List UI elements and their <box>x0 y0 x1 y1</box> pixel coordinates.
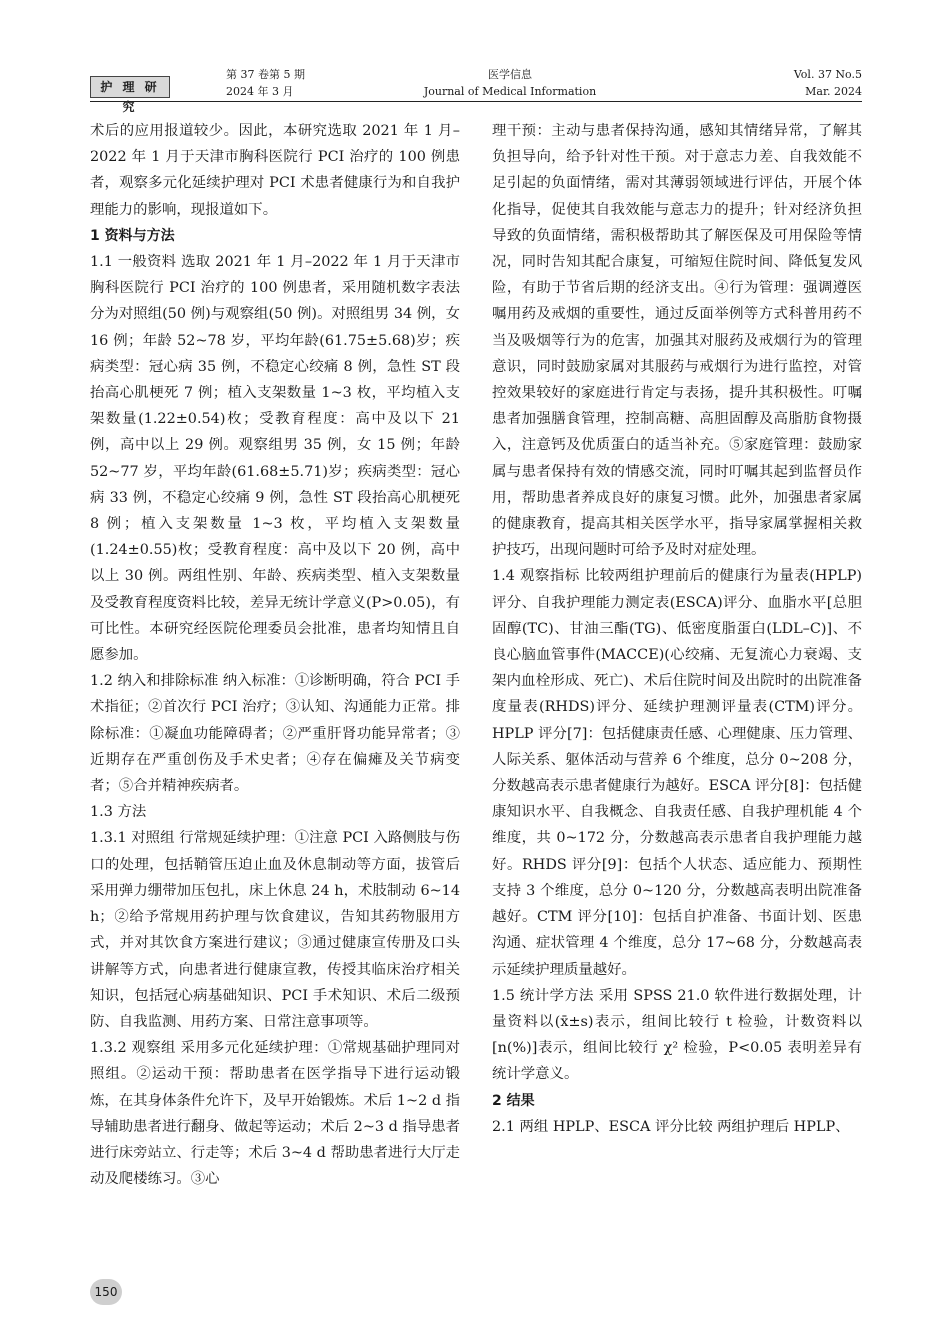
paragraph: 1.4 观察指标 比较两组护理前后的健康行为量表(HPLP)评分、自我护理能力测定表(ESCA)评分、血脂水平[总胆固醇(TC)、甘油三酯(TG)、低密度脂蛋白(LDL–C)]、不良心脑血管事件(MACCE)(心绞痛、无复流心力衰竭、支架内血栓形成、死亡)、术后住院时间及出院时的出院准备度量表(RHDS)评分、延续护理测评量表(CTM)评分。HPLP 评分[7]：包括健康责任感、心理健康、压力管理、人际关系、躯体活动与营养 6 个维度，总分 0~208 分，分数越高表示患者健康行为越好。ESCA 评分[8]：包括健康知识水平、自我概念、自我责任感、自我护理机能 4 个维度，共 0~172 分，分数越高表示患者自我护理能力越好。RHDS 评分[9]：包括个人状态、适应能力、预期性支持 3 个维度，总分 0~120 分，分数越高表明出院准备越好。CTM 评分[10]：包括自护准备、书面计划、医患沟通、症状管理 4 个维度，总分 17~68 分，分数越高表示延续护理质量越好。 <box>492 568 862 978</box>
left-column <box>90 118 460 1192</box>
paragraph: 1.5 统计学方法 采用 SPSS 21.0 软件进行数据处理，计量资料以(x̄±s)表示，组间比较行 t 检验，计数资料以[n(%)]表示，组间比较行 χ² 检验，P<0.05 表明差异有统计学意义。 <box>492 987 862 1083</box>
section-heading: 1 资料与方法 <box>90 227 175 244</box>
running-header <box>90 62 862 114</box>
journal-en: Journal of Medical Information <box>423 85 597 98</box>
paragraph: 2.1 两组 HPLP、ESCA 评分比较 两组护理后 HPLP、 <box>492 1118 850 1135</box>
subsection-heading: 1.3 方法 <box>90 804 147 821</box>
issue-info-en <box>794 66 862 100</box>
section-tag: 护 理 研 究 <box>90 76 170 98</box>
header-rule <box>90 101 862 102</box>
paragraph: 术后的应用报道较少。因此，本研究选取 2021 年 1 月–2022 年 1 月于天津市胸科医院行 PCI 治疗的 100 例患者，观察多元化延续护理对 PCI 术患者健康行为和自我护理能力的影响，现报道如下。 <box>90 123 460 218</box>
section-heading: 2 结果 <box>492 1092 535 1109</box>
journal-cn: 医学信息 <box>488 68 532 81</box>
paragraph: 1.3.2 观察组 采用多元化延续护理：①常规基础护理同对照组。②运动干预：帮助患者在医学指导下进行运动锻炼，在其身体条件允许下，及早开始锻炼。术后 1~2 d 指导辅助患者进行翻身、做起等运动；术后 2~3 d 指导患者进行床旁站立、行走等；术后 3~4 d 帮助患者进行大厅走动及爬楼练习。③心 <box>90 1040 460 1188</box>
paragraph: 理干预：主动与患者保持沟通，感知其情绪异常，了解其负担导向，给予针对性干预。对于意志力差、自我效能不足引起的负面情绪，需对其薄弱领域进行评估，开展个体化指导，促使其自我效能与意志力的提升；针对经济负担导致的负面情绪，需积极帮助其了解医保及可用保险等情况，同时告知其配合康复，可缩短住院时间、降低复发风险，有助于节省后期的经济支出。④行为管理：强调遵医嘱用药及戒烟的重要性，通过反面举例等方式科普用药不当及吸烟等行为的危害，加强其对服药及戒烟行为的管理意识，同时鼓励家属对其服药与戒烟行为进行监控，对管控效果较好的家庭进行肯定与表扬，提升其积极性。叮嘱患者加强膳食管理，控制高糖、高胆固醇及高脂肪食物摄入，注意钙及优质蛋白的适当补充。⑤家庭管理：鼓励家属与患者保持有效的情感交流，同时叮嘱其起到监督员作用，帮助患者养成良好的康复习惯。此外，加强患者家属的健康教育，提高其相关医学水平，指导家属掌握相关救护技巧，出现问题时可给予及时对症处理。 <box>492 123 862 559</box>
paragraph: 1.3.1 对照组 行常规延续护理：①注意 PCI 入路侧肢与伤口的处理，包括鞘管压迫止血及休息制动等方面，拔管后采用弹力绷带加压包扎，床上休息 24 h，术肢制动 6~14 h；②给予常规用药护理与饮食建议，告知其药物服用方式，并对其饮食方案进行建议；③通过健康宣传册及口头讲解等方式，向患者进行健康宣教，传授其临床治疗相关知识，包括冠心病基础知识、PCI 手术知识、术后二级预防、自我监测、用药方案、日常注意事项等。 <box>90 830 460 1030</box>
date-en: Mar. 2024 <box>805 85 862 98</box>
paragraph: 1.2 纳入和排除标准 纳入标准：①诊断明确，符合 PCI 手术指征；②首次行 PCI 治疗；③认知、沟通能力正常。排除标准：①凝血功能障碍者；②严重肝肾功能异常者；③近期存在严重创伤及手术史者；④存在偏瘫及关节病变者；⑤合并精神疾病者。 <box>90 673 460 795</box>
volume-en: Vol. 37 No.5 <box>793 68 862 81</box>
date-cn: 2024 年 3 月 <box>226 85 294 98</box>
volume-cn: 第 37 卷第 5 期 <box>226 68 305 81</box>
right-column <box>492 118 862 1140</box>
page-number: 150 <box>90 1279 122 1305</box>
issue-info-cn <box>226 66 305 100</box>
paragraph: 1.1 一般资料 选取 2021 年 1 月–2022 年 1 月于天津市胸科医院行 PCI 治疗的 100 例患者，采用随机数字表法分为对照组(50 例)与观察组(50 例)。对照组男 34 例，女 16 例；年龄 52~78 岁，平均年龄(61.75±5.68)岁；疾病类型：冠心病 35 例，不稳定心绞痛 8 例，急性 ST 段抬高心肌梗死 7 例；植入支架数量 1~3 枚，平均植入支架数量(1.22±0.54)枚；受教育程度：高中及以下 21 例，高中以上 29 例。观察组男 35 例，女 15 例；年龄 52~77 岁，平均年龄(61.68±5.71)岁；疾病类型：冠心病 33 例，不稳定心绞痛 9 例，急性 ST 段抬高心肌梗死 8 例；植入支架数量 1~3 枚，平均植入支架数量(1.24±0.55)枚；受教育程度：高中及以下 20 例，高中以上 30 例。两组性别、年龄、疾病类型、植入支架数量及受教育程度资料比较，差异无统计学意义(P>0.05)，有可比性。本研究经医院伦理委员会批准，患者均知情且自愿参加。 <box>90 254 460 664</box>
journal-name <box>410 66 610 100</box>
